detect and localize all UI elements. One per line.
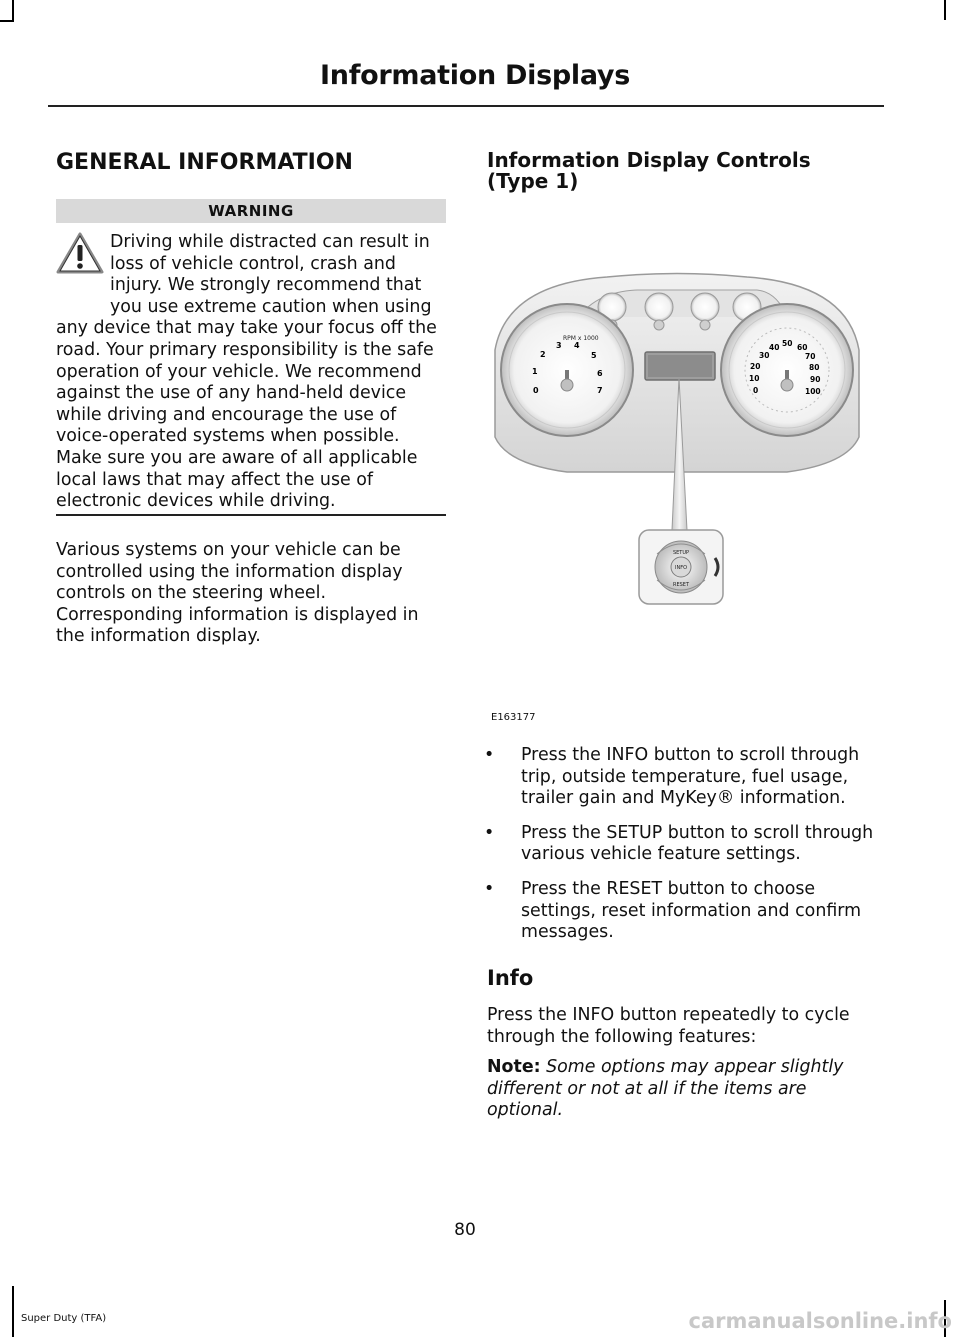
tachometer — [501, 304, 633, 436]
header-rule — [48, 105, 884, 107]
subsection-title: Information Display Controls (Type 1) — [487, 148, 811, 193]
speedometer — [721, 304, 853, 436]
crop-mark-top-left — [12, 0, 14, 20]
speed-tick-50: 50 — [782, 339, 793, 348]
intro-paragraph: Various systems on your vehicle can be controlled using the information display controls on the steering wheel. Corresponding information is displayed in the information display. — [56, 540, 419, 647]
crop-mark-top-right — [944, 0, 946, 20]
list-item — [484, 878, 882, 944]
steering-wheel-controls — [639, 530, 723, 604]
section-title: GENERAL INFORMATION — [56, 150, 353, 175]
warning-icon-spacer — [56, 232, 110, 298]
page-number: 80 — [454, 1220, 476, 1240]
bullet-glyph: • — [484, 878, 495, 899]
warning-rule — [56, 514, 446, 516]
info-paragraph: Press the INFO button repeatedly to cycle through the following features: — [487, 1005, 850, 1047]
tach-tick-0: 0 — [533, 386, 539, 395]
tach-tick-1: 1 — [532, 367, 538, 376]
warning-label: WARNING — [56, 199, 446, 223]
list-item — [484, 745, 882, 810]
warning-text — [56, 232, 448, 513]
watermark: carmanualsonline.info — [688, 1309, 952, 1333]
tach-tick-2: 2 — [540, 350, 546, 359]
crop-mark-top-left-h — [0, 20, 14, 22]
speed-tick-20: 20 — [750, 362, 761, 371]
speed-tick-100: 100 — [805, 387, 821, 396]
instrument-cluster-figure — [487, 262, 867, 707]
speed-tick-80: 80 — [809, 363, 820, 372]
figure-id: E163177 — [491, 712, 536, 723]
speed-tick-70: 70 — [805, 352, 816, 361]
speed-tick-10: 10 — [749, 374, 760, 383]
info-button-label: INFO — [674, 565, 688, 571]
tach-tick-6: 6 — [597, 369, 603, 378]
warning-text-content: Driving while distracted can result in loss of vehicle control, crash and injury. We strongly recommend that you use extreme caution when using any device that may take your focus off the road. Your primary responsibility is the safe operation of your vehicle. We recommend against the use of any hand-held device while driving and encourage the use of voice-operated systems when possible. Make sure you are aware of all applicable local laws that may affect the use of electronic devices while driving. — [56, 232, 437, 512]
speed-tick-0: 0 — [753, 386, 759, 395]
footer-model: Super Duty (TFA) — [21, 1313, 107, 1324]
speed-tick-60: 60 — [797, 343, 808, 352]
reset-button-label: RESET — [672, 582, 690, 588]
speed-tick-30: 30 — [759, 351, 770, 360]
note-paragraph — [487, 1057, 882, 1122]
bullet-text: Press the RESET button to choose settings, reset information and confirm messages. — [521, 878, 862, 943]
bullet-glyph: • — [484, 822, 495, 843]
note-label: Note: — [487, 1057, 541, 1077]
bullet-text: Press the SETUP button to scroll through various vehicle feature settings. — [521, 822, 874, 865]
tach-tick-4: 4 — [574, 341, 580, 350]
bullet-glyph: • — [484, 745, 495, 765]
info-subheading: Info — [487, 966, 534, 990]
list-item — [484, 822, 882, 866]
bullet-text: Press the INFO button to scroll through trip, outside temperature, fuel usage, trailer gain and MyKey® information. — [521, 745, 860, 809]
tach-tick-3: 3 — [556, 341, 562, 350]
note-text: Some options may appear slightly different or not at all if the items are optional. — [487, 1057, 844, 1121]
speed-tick-90: 90 — [810, 375, 821, 384]
crop-mark-bottom-left — [12, 1286, 14, 1337]
setup-button-label: SETUP — [672, 550, 690, 556]
tach-tick-7: 7 — [597, 386, 603, 395]
page-header-title: Information Displays — [320, 60, 630, 91]
tach-unit-label: RPM x 1000 — [563, 335, 599, 342]
speed-tick-40: 40 — [769, 343, 780, 352]
tach-tick-5: 5 — [591, 351, 597, 360]
control-bullet-list — [484, 745, 882, 957]
